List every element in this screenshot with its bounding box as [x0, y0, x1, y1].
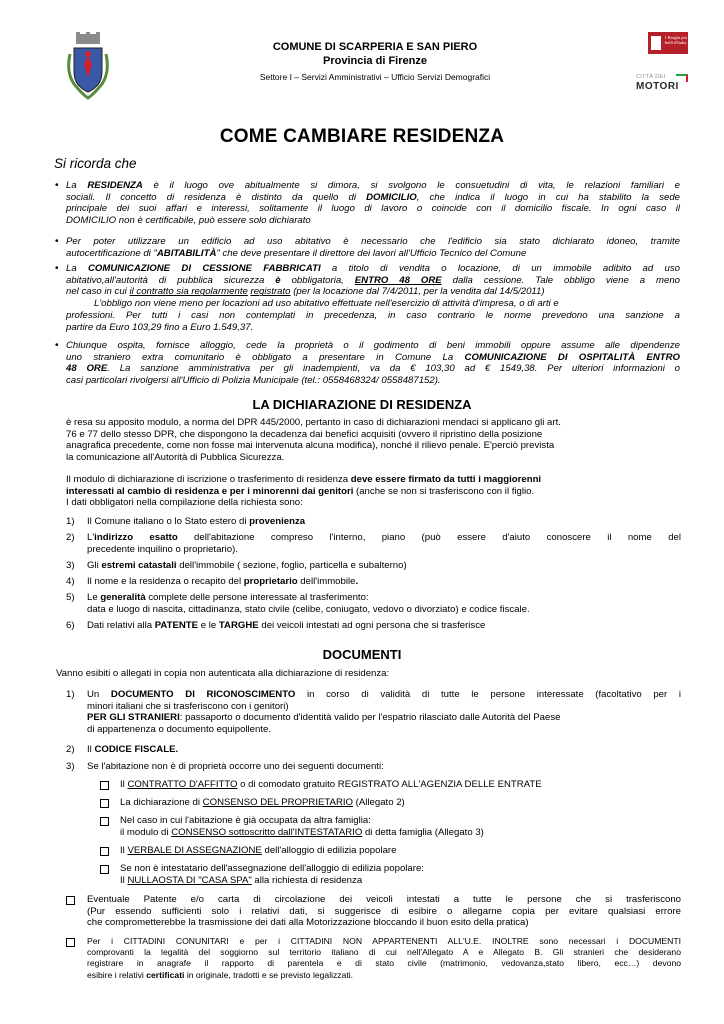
list-item-patente-targhe — [87, 620, 681, 632]
settore-name: Settore I – Servizi Amministrativi – Ufficio Servizi Demografici — [259, 72, 491, 82]
text: abitativo,all'autorità di pubblica sicurezza — [66, 274, 276, 286]
text: obbligatoria, — [280, 274, 355, 286]
list-number: 1) — [66, 689, 75, 700]
tower-icon — [651, 36, 661, 50]
text: professioni. Per tutti i casi non contemplati in precedenza, in caso contrario le norme prevedono una sanzione a — [66, 309, 680, 321]
text: , che indica il luogo in cui ha stabilito la sede — [416, 191, 680, 203]
citta-dei-motori-logo — [636, 74, 692, 96]
text: La — [66, 180, 88, 191]
bullet-residenza — [66, 180, 680, 227]
text: dei veicoli intestati ad ogni persona che si trasferisce — [258, 620, 486, 631]
list-number: 5) — [66, 592, 75, 603]
bullet-abitabilita — [66, 236, 680, 259]
codice-fiscale-item — [87, 744, 681, 756]
text: Per poter utilizzare un edificio ad uso abitativo è necessario che l'edificio sia stato dichiarato idoneo, tramite — [66, 236, 680, 247]
list-number: 2) — [66, 744, 75, 755]
checkbox-icon — [100, 847, 109, 856]
text: TARGHE — [218, 620, 259, 631]
text: Le — [87, 592, 101, 603]
comune-name: COMUNE DI SCARPERIA E SAN PIERO — [272, 41, 478, 53]
text: ABITABILITÀ — [156, 247, 217, 259]
borghi-logo-text: I Borghi più belli d'Italia — [665, 35, 687, 45]
text: data e luogo di nascita, cittadinanza, stato civile (celibe, coniugato, vedovo o divorziato) e codice fiscale. — [87, 603, 530, 615]
checkbox-icon — [66, 896, 75, 905]
text: proprietario — [243, 576, 298, 587]
text: RESIDENZA — [87, 180, 143, 191]
text: (Pur essendo sufficienti solo i relativi dati, si suggerisce di esibire o allegarne copia per evitare qualsiasi errore — [87, 905, 681, 917]
list-item-proprietario — [87, 576, 681, 588]
documento-riconoscimento — [87, 689, 681, 736]
text: esibire i relativi — [87, 969, 147, 980]
text: registrare in anagrafe il rapporto di parentela e di stato civile (matrimonio, vedovanza,stato libero, ecc…) devono — [87, 958, 681, 969]
text: è resa su apposito modulo, a norma del DPR 445/2000, pertanto in caso di dichiarazioni mendaci si applicano gli art. — [66, 417, 561, 428]
text: di detta famiglia (Allegato 3) — [362, 826, 484, 838]
nullaosta-casa-spa-item — [120, 863, 680, 886]
text: principale dei suoi affari e interessi, solitamente il luogo di lavoro o coincide con il domicilio fiscale. In ogni caso il — [66, 203, 680, 215]
text: comprovanti la legalità del soggiorno sul territorio italiano di cui nell'Allegato A e Allegato B. Gli stranieri che desiderano — [87, 947, 681, 958]
consenso-proprietario-item — [120, 797, 680, 809]
list-item-provenienza — [87, 516, 681, 528]
text: CONSENSO DEL PROPRIETARIO — [202, 797, 353, 808]
text: dalla cessione. Tale obbligo viene a meno — [441, 274, 681, 286]
patente-carta-circolazione-item — [87, 894, 681, 929]
text: ENTRO 48 ORE — [354, 274, 442, 286]
text: dell'immobile ( sezione, foglio, particella e subalterno) — [176, 560, 407, 571]
bullet-ospitalita — [66, 340, 680, 387]
list-number: 4) — [66, 576, 75, 587]
text: anagrafica precedente, come non fosse mai intervenuta alcuna modifica), nonché il rilievo penale. E'perciò prevista — [66, 440, 555, 452]
text: Gli — [87, 560, 102, 571]
text: DOCUMENTO DI RICONOSCIMENTO — [110, 689, 296, 700]
list-item-catastali — [87, 560, 681, 572]
text: complete delle persone interessate al trasferimento: — [145, 592, 369, 603]
text: DOMICILIO — [366, 191, 417, 203]
bullet-dot: • — [55, 340, 59, 351]
provincia-name: Provincia di Firenze — [323, 55, 427, 67]
text: in corso di validità di tutte le persone interessate (facoltativo per i — [295, 689, 681, 700]
text: e le — [198, 620, 219, 631]
text: DOMICILIO non è certificabile, può essere solo dichiarato — [66, 215, 311, 227]
motori-logo-top: CITTÀ DEI — [636, 74, 666, 80]
text: Il modulo di dichiarazione di iscrizione o trasferimento di residenza — [66, 474, 351, 485]
text: il contratto sia regolarmente — [129, 286, 248, 298]
text: (per la locazione dal 7/4/2011, per la vendita dal 14/5/2011) — [290, 286, 545, 298]
text: che comprometterebbe la trasmissione dei dati alla Motorizzazione bloccando il buon esito della pratica) — [87, 917, 529, 929]
text: Il — [87, 744, 95, 755]
text: (anche se non si trasferiscono con il figlio. — [353, 485, 535, 497]
text: la comunicazione all'Autorità di Pubblica Sicurezza. — [66, 452, 285, 464]
text: autocertificazione di " — [66, 247, 157, 259]
list-number: 2) — [66, 532, 75, 543]
text: : passaporto o documento d'identità valido per l'espatrio rilasciato dalle Autorità del Paese — [179, 712, 561, 724]
abitazione-non-proprieta-item: Se l'abitazione non è di proprietà occorre uno dei seguenti documenti: — [87, 761, 384, 772]
bullet-dot: • — [55, 180, 59, 191]
document-header — [190, 40, 560, 84]
ricorda-heading: Si ricorda che — [54, 156, 137, 171]
text: certificati — [146, 969, 185, 980]
text: . La sanzione amministrativa per gli inadempienti, va da € 103,30 ad € 1549,38. Per ulteriori informazioni o — [107, 363, 680, 375]
text: VERBALE DI ASSEGNAZIONE — [127, 845, 262, 856]
text: precedente inquilino o proprietario). — [87, 543, 238, 555]
text: interessati al cambio di residenza e per i minorenni dai genitori — [66, 485, 354, 497]
municipal-crest-icon — [64, 32, 112, 100]
text: 48 ORE — [66, 363, 108, 375]
borghi-logo — [648, 32, 688, 54]
checkbox-icon — [100, 799, 109, 808]
list-item-generalita — [87, 592, 681, 615]
checkbox-icon — [66, 938, 75, 947]
text: CONTRATTO D'AFFITTO — [127, 779, 238, 790]
text: dell'immobile — [297, 576, 356, 587]
list-number: 6) — [66, 620, 75, 631]
text: L'obbligo non viene meno per locazioni ad uso abitativo effettuate nell'esercizio di attività d'impresa, o di arti e — [94, 298, 559, 310]
checkbox-icon — [100, 865, 109, 874]
text: Il — [120, 874, 128, 886]
text: . — [355, 576, 359, 587]
text: alla richiesta di residenza — [251, 874, 363, 886]
checkbox-icon — [100, 781, 109, 790]
text: Il Comune italiano o lo Stato estero di — [87, 516, 250, 527]
section-documenti-heading: DOCUMENTI — [322, 647, 402, 662]
section-dichiarazione-heading: LA DICHIARAZIONE DI RESIDENZA — [252, 397, 472, 412]
page-title: COME CAMBIARE RESIDENZA — [219, 126, 505, 147]
text: Dati relativi alla — [87, 620, 155, 631]
text: dell'alloggio di edilizia popolare — [261, 845, 397, 856]
list-number: 1) — [66, 516, 75, 527]
text: partire da Euro 103,29 fino a Euro 1.549,37. — [66, 321, 254, 333]
bullet-dot: • — [55, 236, 59, 247]
text: " che deve presentare il direttore dei lavori all'Ufficio Tecnico del Comune — [216, 247, 527, 259]
text: a titolo di vendita o locazione, di un immobile adibito ad uso — [320, 263, 680, 274]
list-item-indirizzo — [87, 532, 681, 555]
text: minori italiani che si trasferiscono con i genitori) — [87, 700, 289, 712]
text: (Allegato 2) — [353, 797, 405, 808]
text: di appartenenza o documento equipollente. — [87, 724, 272, 736]
documenti-intro: Vanno esibiti o allegati in copia non autenticata alla dichiarazione di residenza: — [56, 668, 390, 679]
text: è il luogo ove abitualmente si dimora, si svolgono le consuetudini di vita, le relazioni familiari e — [142, 180, 680, 191]
text: COMUNICAZIONE DI CESSIONE FABBRICATI — [88, 263, 321, 274]
text: nel caso in cui — [66, 286, 130, 298]
text: estremi catastali — [101, 560, 177, 571]
text: Un — [87, 689, 111, 700]
text: registrato — [250, 286, 291, 298]
text: generalità — [100, 592, 146, 603]
text: Il nome e la residenza o recapito del — [87, 576, 244, 587]
cittadini-stranieri-item — [87, 936, 681, 981]
verbale-assegnazione-item — [120, 845, 680, 857]
text: Per i CITTADINI CONUNITARI e per i CITTADINI NON APPARTENENTI ALL'U.E. INOLTRE sono necessari i DOCUMENTI — [87, 936, 681, 946]
text: Chiunque ospita, fornisce alloggio, cede la proprietà o il godimento di beni immobili oppure assume alle dipendenze — [66, 340, 680, 351]
text: CODICE FISCALE. — [94, 744, 179, 755]
bullet-cessione-fabbricati — [66, 263, 680, 333]
text: deve essere firmato da tutti i maggiorenni — [350, 474, 542, 485]
consenso-intestatario-item — [120, 815, 680, 838]
text: PATENTE — [154, 620, 199, 631]
text: La dichiarazione di — [120, 797, 203, 808]
text: Il — [120, 845, 128, 856]
text: NULLAOSTA DI "CASA SPA" — [127, 874, 252, 886]
text: Se non è intestatario dell'assegnazione dell'alloggio di edilizia popolare: — [120, 863, 424, 874]
dichiarazione-paragraph-1 — [66, 417, 686, 464]
list-number: 3) — [66, 761, 75, 772]
text: CONSENSO sottoscritto dall'INTESTATARIO — [171, 826, 363, 838]
text: uno straniero extra comunitario è obbligato a presentare in Comune La — [66, 351, 465, 363]
text: provenienza — [249, 516, 306, 527]
text: Il — [120, 779, 128, 790]
text: L' — [87, 532, 95, 543]
dichiarazione-paragraph-2 — [66, 474, 682, 509]
text: sociali. Il concetto di residenza è distinto da quello di — [66, 191, 367, 203]
text: in originale, tradotti e se previsto legalizzati. — [184, 969, 354, 980]
text: 76 e 77 dello stesso DPR, che dispongono la decadenza dai benefici acquisiti (ovvero il ripristino della posizione — [66, 428, 543, 440]
text: il modulo di — [120, 826, 172, 838]
text: dell'abitazione compreso l'interno, piano (può essere d'aiuto conoscere il nome del — [177, 532, 682, 543]
text: o di comodato gratuito REGISTRATO ALL'AGENZIA DELLE ENTRATE — [237, 779, 542, 790]
checkbox-icon — [100, 817, 109, 826]
contratto-affitto-item — [120, 779, 680, 791]
flag-icon — [676, 74, 688, 82]
text: PER GLI STRANIERI — [87, 712, 180, 724]
text: I dati obbligatori nella compilazione della richiesta sono: — [66, 497, 303, 509]
text: indirizzo esatto — [94, 532, 178, 543]
text: è — [275, 274, 281, 286]
text: Eventuale Patente e/o carta di circolazione dei veicoli intestati a tutte le persone che si trasferiscono — [87, 894, 681, 905]
text: Nel caso in cui l'abitazione è già occupata da altra famiglia: — [120, 815, 371, 826]
bullet-dot: • — [55, 263, 59, 274]
motori-logo-bottom: MOTORI — [636, 81, 679, 92]
text: COMUNICAZIONE DI OSPITALITÀ ENTRO — [464, 351, 681, 363]
list-number: 3) — [66, 560, 75, 571]
text: La — [66, 263, 88, 274]
text: casi particolari rivolgersi all'Ufficio di Polizia Municipale (tel.: 0558468324/ 0558487152). — [66, 375, 441, 387]
